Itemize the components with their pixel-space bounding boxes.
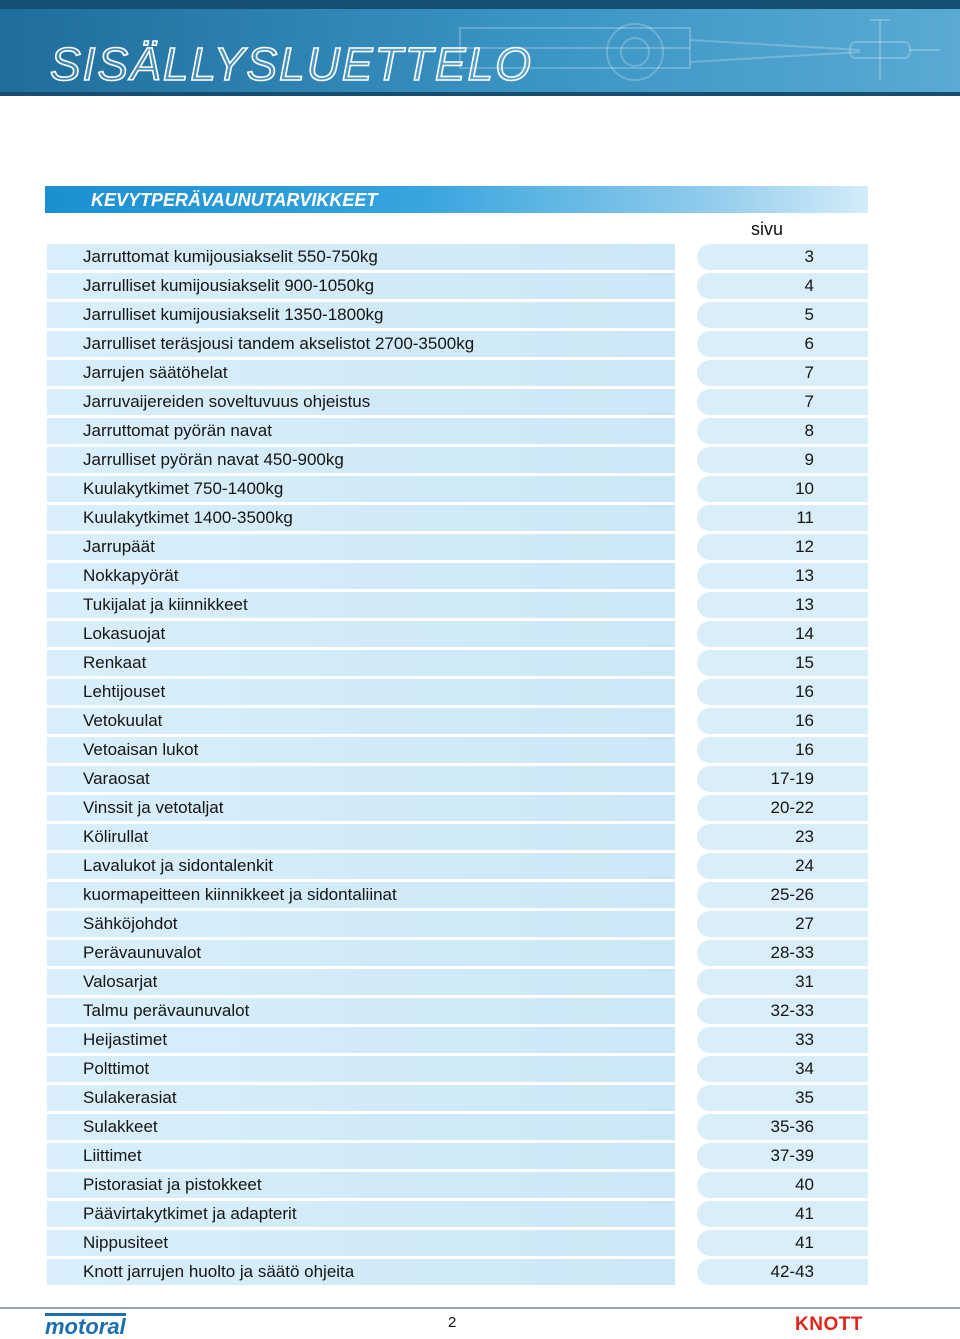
footer-divider xyxy=(0,1307,960,1309)
toc-row[interactable] xyxy=(47,1201,868,1227)
toc-entry-label: Nokkapyörät xyxy=(83,566,179,585)
toc-entry-page xyxy=(687,363,857,383)
toc-entry-page xyxy=(687,914,857,934)
toc-page-number: 16 xyxy=(795,740,814,759)
toc-entry-page xyxy=(687,682,857,702)
toc-entry-page xyxy=(687,827,857,847)
toc-row[interactable] xyxy=(47,766,868,792)
toc-entry-page xyxy=(687,334,857,354)
section-title: KEVYTPERÄVAUNUTARVIKKEET xyxy=(91,190,378,210)
toc-page-number: 35 xyxy=(795,1088,814,1107)
knott-logo: KNOTT xyxy=(795,1314,863,1335)
toc-page-number: 25-26 xyxy=(770,885,814,904)
toc-page-number: 4 xyxy=(804,276,814,295)
toc-page-number: 13 xyxy=(795,566,814,585)
toc-row[interactable] xyxy=(47,331,868,357)
toc-entry-label: Päävirtakytkimet ja adapterit xyxy=(83,1204,297,1223)
toc-entry-page xyxy=(687,450,857,470)
toc-row[interactable] xyxy=(47,505,868,531)
toc-page-number: 17-19 xyxy=(770,769,814,788)
toc-page-number: 14 xyxy=(795,624,814,643)
toc-page-number: 7 xyxy=(804,392,814,411)
toc-row[interactable] xyxy=(47,824,868,850)
toc-page-number: 5 xyxy=(804,305,814,324)
toc-row[interactable] xyxy=(47,1056,868,1082)
toc-row[interactable] xyxy=(47,476,868,502)
toc-entry-page xyxy=(687,1001,857,1021)
toc-row[interactable] xyxy=(47,911,868,937)
toc-row[interactable] xyxy=(47,1259,868,1285)
toc-entry-page xyxy=(687,624,857,644)
toc-page-number: 11 xyxy=(796,508,814,527)
toc-row[interactable] xyxy=(47,1085,868,1111)
toc-entry-page xyxy=(687,392,857,412)
toc-row[interactable] xyxy=(47,650,868,676)
toc-row[interactable] xyxy=(47,447,868,473)
toc-entry-page xyxy=(687,943,857,963)
table-of-contents xyxy=(47,244,868,1288)
motoral-logo: motoral xyxy=(45,1314,126,1339)
toc-row[interactable] xyxy=(47,940,868,966)
toc-entry-label: Varaosat xyxy=(83,769,150,788)
toc-page-number: 33 xyxy=(795,1030,814,1049)
toc-row[interactable] xyxy=(47,621,868,647)
toc-entry-page xyxy=(687,1146,857,1166)
toc-entry-label: Lavalukot ja sidontalenkit xyxy=(83,856,273,875)
toc-entry-label: Lehtijouset xyxy=(83,682,166,701)
header-bottom-stripe xyxy=(0,92,960,96)
toc-entry-page xyxy=(687,798,857,818)
toc-page-number: 37-39 xyxy=(770,1146,814,1165)
toc-entry-page xyxy=(687,1117,857,1137)
toc-row[interactable] xyxy=(47,708,868,734)
toc-entry-label: kuormapeitteen kiinnikkeet ja sidontaliinat xyxy=(83,885,397,904)
page-header xyxy=(0,0,960,96)
toc-entry-page xyxy=(687,421,857,441)
toc-entry-page xyxy=(687,972,857,992)
toc-entry-label: Kölirullat xyxy=(83,827,149,846)
toc-page-number: 32-33 xyxy=(770,1001,814,1020)
toc-row[interactable] xyxy=(47,1230,868,1256)
toc-entry-label: Vinssit ja vetotaljat xyxy=(83,798,224,817)
toc-entry-label: Kuulakytkimet 750-1400kg xyxy=(83,479,284,498)
toc-entry-label: Valosarjat xyxy=(83,972,158,991)
toc-row[interactable] xyxy=(47,853,868,879)
toc-page-number: 16 xyxy=(795,682,814,701)
toc-entry-page xyxy=(687,508,857,528)
toc-page-number: 31 xyxy=(795,972,814,991)
toc-row[interactable] xyxy=(47,302,868,328)
toc-row[interactable] xyxy=(47,389,868,415)
toc-row[interactable] xyxy=(47,360,868,386)
toc-page-number: 40 xyxy=(795,1175,814,1194)
toc-row[interactable] xyxy=(47,418,868,444)
toc-page-number: 20-22 xyxy=(770,798,814,817)
toc-page-number: 23 xyxy=(795,827,814,846)
toc-entry-page xyxy=(687,479,857,499)
toc-entry-page xyxy=(687,769,857,789)
toc-entry-label: Knott jarrujen huolto ja säätö ohjeita xyxy=(83,1262,355,1281)
toc-page-number: 42-43 xyxy=(770,1262,814,1281)
footer-page-number: 2 xyxy=(448,1314,457,1331)
toc-page-number: 6 xyxy=(804,334,814,353)
toc-entry-page xyxy=(687,1233,857,1253)
toc-page-number: 10 xyxy=(795,479,814,498)
toc-row[interactable] xyxy=(47,998,868,1024)
toc-page-number: 16 xyxy=(795,711,814,730)
toc-page-number: 15 xyxy=(795,653,814,672)
toc-row[interactable] xyxy=(47,737,868,763)
toc-row[interactable] xyxy=(47,1172,868,1198)
toc-entry-page xyxy=(687,740,857,760)
toc-entry-label: Jarrupäät xyxy=(83,537,155,556)
toc-entry-page xyxy=(687,1262,857,1282)
toc-page-number: 35-36 xyxy=(770,1117,814,1136)
toc-entry-label: Jarruttomat pyörän navat xyxy=(83,421,272,440)
toc-entry-page xyxy=(687,1175,857,1195)
toc-entry-label: Jarrulliset kumijousiakselit 1350-1800kg xyxy=(83,305,384,324)
toc-entry-page xyxy=(687,856,857,876)
toc-entry-page xyxy=(687,595,857,615)
toc-entry-page xyxy=(687,1088,857,1108)
toc-entry-label: Sulakerasiat xyxy=(83,1088,177,1107)
section-header-bar xyxy=(45,186,868,213)
toc-entry-page xyxy=(687,276,857,296)
toc-entry-page xyxy=(687,1030,857,1050)
toc-entry-label: Heijastimet xyxy=(83,1030,168,1049)
toc-entry-label: Lokasuojat xyxy=(83,624,166,643)
page-column-label: sivu xyxy=(751,219,784,239)
toc-entry-label: Polttimot xyxy=(83,1059,150,1078)
toc-entry-label: Jarrujen säätöhelat xyxy=(83,363,228,382)
toc-row[interactable] xyxy=(47,534,868,560)
toc-row[interactable] xyxy=(47,1114,868,1140)
toc-entry-page xyxy=(687,885,857,905)
toc-entry-label: Talmu perävaunuvalot xyxy=(83,1001,250,1020)
toc-page-number: 27 xyxy=(795,914,814,933)
toc-row[interactable] xyxy=(47,969,868,995)
toc-entry-label: Jarrulliset teräsjousi tandem akselistot 2700-3500kg xyxy=(83,334,475,353)
toc-entry-page xyxy=(687,653,857,673)
toc-row[interactable] xyxy=(47,679,868,705)
toc-entry-page xyxy=(687,711,857,731)
toc-entry-page xyxy=(687,1059,857,1079)
toc-entry-label: Jarruvaijereiden soveltuvuus ohjeistus xyxy=(83,392,371,411)
toc-entry-label: Perävaunuvalot xyxy=(83,943,202,962)
page-title: SISÄLLYSLUETTELO xyxy=(50,38,533,90)
toc-entry-label: Jarruttomat kumijousiakselit 550-750kg xyxy=(83,247,378,266)
toc-page-number: 12 xyxy=(795,537,814,556)
toc-entry-label: Liittimet xyxy=(83,1146,142,1165)
toc-row[interactable] xyxy=(47,592,868,618)
toc-entry-label: Jarrulliset kumijousiakselit 900-1050kg xyxy=(83,276,375,295)
toc-entry-label: Jarrulliset pyörän navat 450-900kg xyxy=(83,450,344,469)
toc-page-number: 41 xyxy=(795,1233,814,1252)
toc-page-number: 7 xyxy=(804,363,814,382)
toc-page-number: 3 xyxy=(804,247,814,266)
toc-row[interactable] xyxy=(47,244,868,270)
toc-page-number: 24 xyxy=(795,856,814,875)
toc-row[interactable] xyxy=(47,1027,868,1053)
toc-page-number: 41 xyxy=(795,1204,814,1223)
toc-row[interactable] xyxy=(47,273,868,299)
toc-entry-page xyxy=(687,1204,857,1224)
toc-page-number: 13 xyxy=(795,595,814,614)
toc-row[interactable] xyxy=(47,882,868,908)
toc-page-number: 34 xyxy=(795,1059,814,1078)
toc-entry-page xyxy=(687,305,857,325)
toc-page-number: 28-33 xyxy=(770,943,814,962)
toc-entry-page xyxy=(687,566,857,586)
toc-entry-label: Kuulakytkimet 1400-3500kg xyxy=(83,508,293,527)
toc-page-number: 8 xyxy=(804,421,814,440)
toc-row[interactable] xyxy=(47,1143,868,1169)
toc-page-number: 9 xyxy=(804,450,814,469)
toc-entry-page xyxy=(687,247,857,267)
toc-entry-label: Sulakkeet xyxy=(83,1117,158,1136)
toc-entry-label: Nippusiteet xyxy=(83,1233,169,1252)
toc-entry-label: Sähköjohdot xyxy=(83,914,178,933)
toc-entry-label: Vetoaisan lukot xyxy=(83,740,199,759)
toc-row[interactable] xyxy=(47,795,868,821)
toc-row[interactable] xyxy=(47,563,868,589)
toc-entry-page xyxy=(687,537,857,557)
toc-entry-label: Tukijalat ja kiinnikkeet xyxy=(83,595,248,614)
toc-entry-label: Vetokuulat xyxy=(83,711,163,730)
toc-entry-label: Pistorasiat ja pistokkeet xyxy=(83,1175,262,1194)
toc-entry-label: Renkaat xyxy=(83,653,147,672)
